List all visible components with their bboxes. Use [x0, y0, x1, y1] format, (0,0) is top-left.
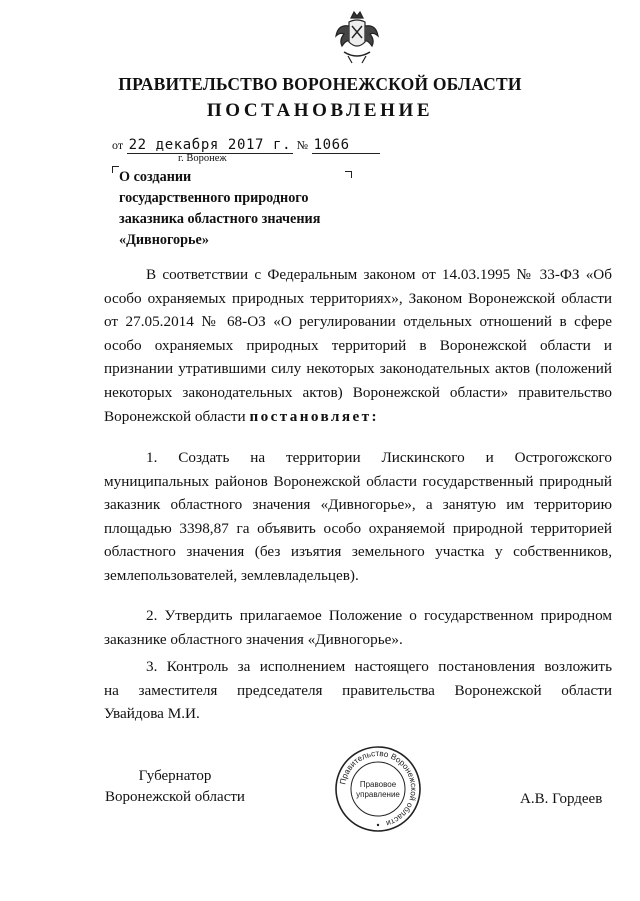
coat-of-arms-icon — [330, 8, 384, 68]
text-line: некоторых законодательных актов) Воронежской области» правительство — [104, 383, 612, 401]
preamble-paragraph — [104, 263, 612, 428]
document-subject — [119, 167, 320, 251]
text-line: заказнике областного значения «Дивногорье». — [104, 630, 403, 648]
text-line — [104, 405, 612, 429]
text-line: Увайдова М.И. — [104, 705, 200, 723]
document-number: 1066 — [312, 137, 380, 154]
stamp-center-line: Правовое — [359, 780, 397, 789]
text-line: признании утратившими силу некоторых законодательных актов (положений — [104, 360, 612, 378]
subject-line: заказника областного значения — [119, 211, 321, 227]
text-line: на заместителя председателя правительства Воронежской области — [104, 681, 612, 699]
text-line: особо охраняемых природных территорий в Воронежской области и — [104, 336, 612, 354]
stamp-center-line: управление — [356, 790, 400, 799]
text-line: особо охраняемых природных территориях», Законом Воронежской области — [104, 289, 612, 307]
text-fragment: Воронежской области — [104, 407, 250, 425]
signatory-role — [104, 766, 246, 808]
city-label: г. Воронеж — [178, 153, 227, 164]
text-line: от 27.05.2014 № 68-ОЗ «О регулировании отдельных отношений в сфере — [104, 313, 612, 331]
official-stamp — [334, 745, 422, 833]
text-line: заказник областного значения «Дивногорье», а занятую им территорию — [104, 496, 612, 514]
resolves-word: постановляет: — [249, 407, 379, 425]
clause-3-paragraph — [104, 655, 612, 726]
dateline — [112, 137, 380, 154]
clause-2-paragraph — [104, 604, 612, 651]
document-date: 22 декабря 2017 г. — [128, 137, 292, 153]
role-line: Воронежской области — [105, 789, 245, 805]
government-title: ПРАВИТЕЛЬСТВО ВОРОНЕЖСКОЙ ОБЛАСТИ — [118, 74, 522, 94]
text-line: В соответствии с Федеральным законом от 14.03.1995 № 33-ФЗ «Об — [146, 266, 612, 283]
text-line: 2. Утвердить прилагаемое Положение о государственном природном — [146, 607, 612, 624]
subject-bracket-right — [345, 171, 352, 178]
stamp-ring-text: Правительство Воронежской области — [338, 748, 419, 828]
document-type: ПОСТАНОВЛЕНИЕ — [206, 100, 434, 121]
text-line: землепользователей, землевладельцев). — [104, 566, 359, 584]
text-line: муниципальных районов Воронежской области государственный природный — [104, 472, 612, 490]
subject-line: «Дивногорье» — [119, 232, 209, 248]
clause-1-paragraph — [104, 446, 612, 588]
text-line: площадью 3398,87 га объявить особо охраняемой природной территорией — [104, 519, 612, 537]
text-line: 3. Контроль за исполнением настоящего постановления возложить — [146, 658, 612, 675]
text-line: областного значения (без изъятия земельного участка у собственников, — [104, 543, 612, 561]
text-line: 1. Создать на территории Лискинского и Острогожского — [146, 449, 612, 466]
subject-bracket-left — [112, 166, 119, 173]
role-line: Губернатор — [138, 768, 212, 784]
signatory-name: А.В. Гордеев — [520, 791, 603, 807]
date-prefix: от — [112, 138, 124, 152]
number-sign: № — [296, 138, 309, 152]
subject-line: О создании — [119, 169, 192, 185]
subject-line: государственного природного — [119, 190, 309, 206]
